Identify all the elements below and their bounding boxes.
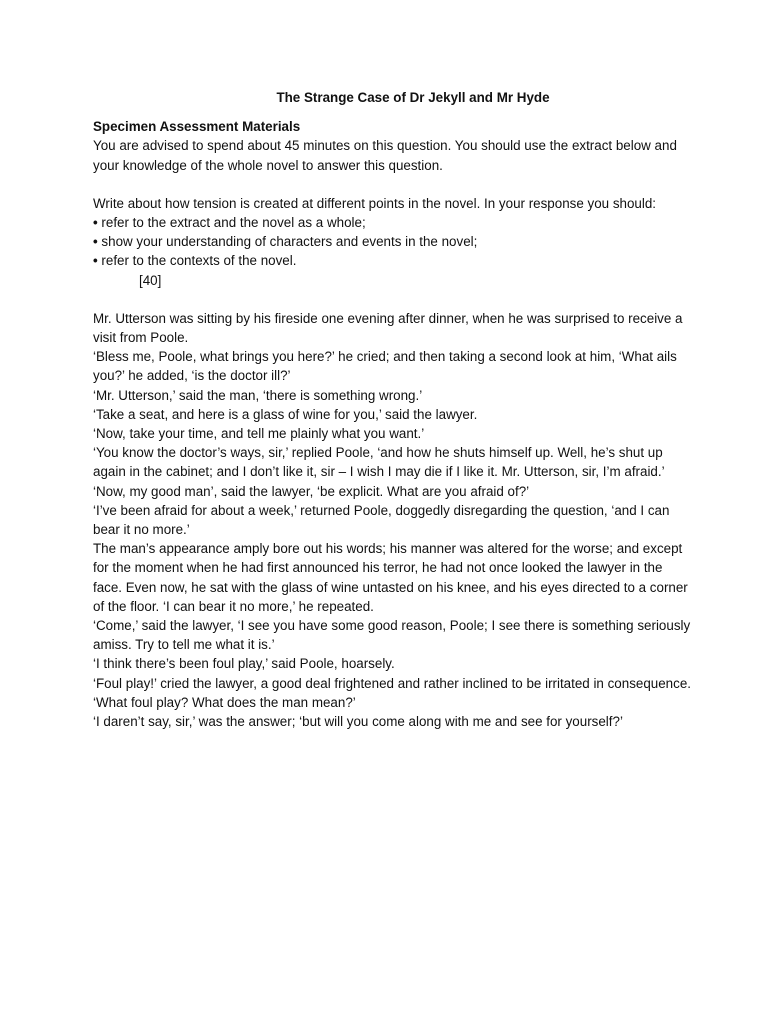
extract-paragraph: ‘Take a seat, and here is a glass of wine for you,’ said the lawyer. (93, 406, 478, 422)
bullet-item: • show your understanding of characters and events in the novel; (93, 232, 693, 251)
document-page (93, 88, 693, 731)
document-title: The Strange Case of Dr Jekyll and Mr Hyde (276, 90, 550, 105)
extract-paragraph: ‘Bless me, Poole, what brings you here?’ he cried; and then taking a second look at him, ‘What ails you?’ he added, ‘is the doctor ill?’ (93, 349, 677, 384)
extract-paragraph: The man’s appearance amply bore out his words; his manner was altered for the worse; and except for the moment when he had first announced his terror, he had not once looked the lawyer in the face. Even now, he sat with the glass of wine untasted on his knee, and his eyes directed to a corner of the floor. ‘I can bear it no more,’ he repeated. (93, 541, 688, 614)
time-advice: You are advised to spend about 45 minutes on this question. You should use the extract below and your knowledge of the whole novel to answer this question. (93, 138, 677, 173)
extract-paragraph: Mr. Utterson was sitting by his fireside one evening after dinner, when he was surprised to receive a visit from Poole. (93, 310, 683, 346)
extract-paragraph: ‘Now, take your time, and tell me plainly what you want.’ (93, 426, 425, 442)
extract-paragraph: ‘Foul play!’ cried the lawyer, a good deal frightened and rather inclined to be irritated in consequence. ‘What foul play? What does the man mean?’ (93, 675, 691, 710)
extract-paragraph: ‘I think there’s been foul play,’ said Poole, hoarsely. (93, 656, 395, 672)
marks-label: [40] (139, 272, 162, 288)
bullet-item: • refer to the extract and the novel as a whole; (93, 213, 693, 232)
section-subheading: Specimen Assessment Materials (93, 119, 301, 135)
extract-paragraph: ‘I’ve been afraid for about a week,’ returned Poole, doggedly disregarding the question, ‘and I can bear it no more.’ (93, 502, 670, 538)
novel-extract (93, 309, 693, 731)
extract-paragraph: ‘You know the doctor’s ways, sir,’ replied Poole, ‘and how he shuts himself up. Well, he’s shut up again in the cabinet; and I don’t like it, sir – I wish I may die if I like it. Mr. Utterson, sir, I’m afraid.’ (93, 445, 665, 480)
extract-paragraph: ‘Mr. Utterson,’ said the man, ‘there is something wrong.’ (93, 387, 423, 403)
task-bullet-list (93, 213, 693, 271)
extract-paragraph: ‘Now, my good man’, said the lawyer, ‘be explicit. What are you afraid of?’ (93, 483, 530, 499)
spacer (93, 290, 693, 309)
extract-paragraph: ‘Come,’ said the lawyer, ‘I see you have some good reason, Poole; I see there is something seriously amiss. Try to tell me what it is.’ (93, 618, 691, 653)
bullet-item: • refer to the contexts of the novel. (93, 251, 693, 270)
extract-paragraph: ‘I daren’t say, sir,’ was the answer; ‘but will you come along with me and see for yourself?’ (93, 714, 623, 730)
spacer (93, 175, 693, 194)
task-instruction: Write about how tension is created at different points in the novel. In your response you should: (93, 195, 656, 211)
